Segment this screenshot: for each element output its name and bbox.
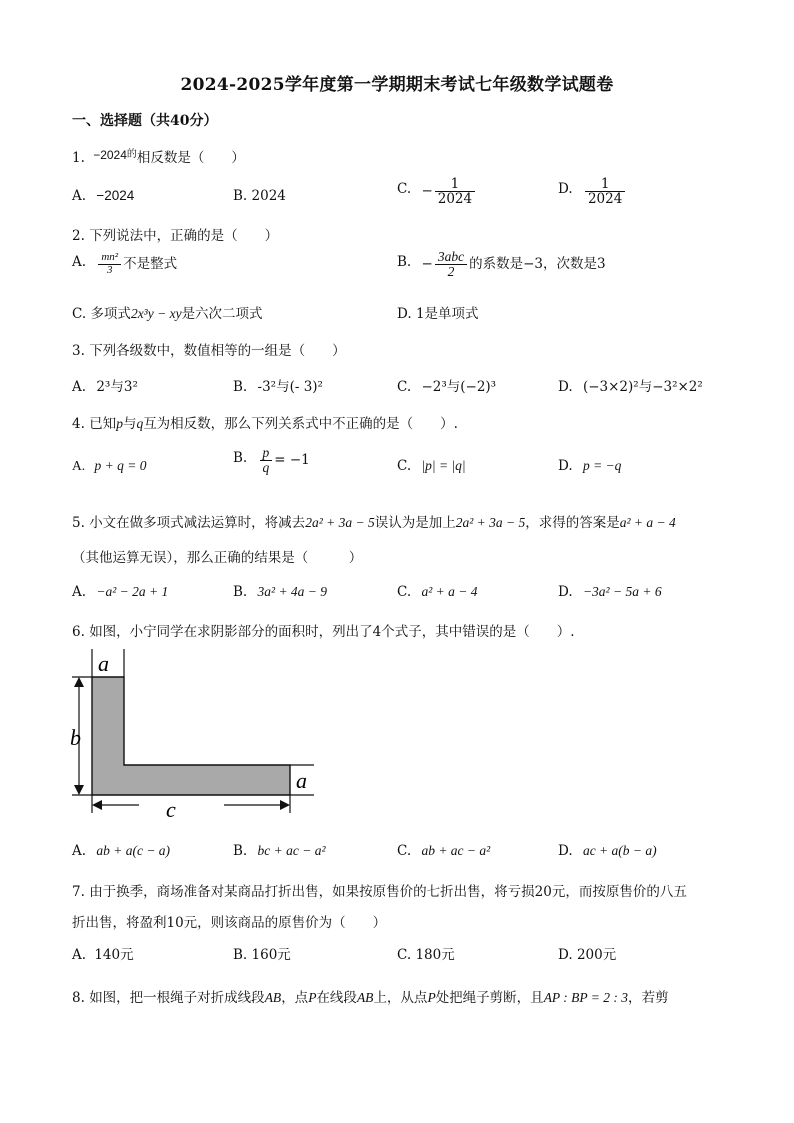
math-expression: −2024	[93, 148, 127, 162]
question-4: 4. 已知p与q互为相反数，那么下列关系式中不正确的是（ ）.	[72, 416, 458, 432]
question-8: 8. 如图，把一根绳子对折成线段AB，点P在线段AB上，从点P处把绳子剪断，且AP : BP = 2 : 3，若剪	[72, 990, 669, 1006]
label-a-top: a	[98, 651, 109, 676]
q6-option-a: A. ab + a(c − a)	[72, 843, 171, 859]
question-1: 1. $-2024^的$相反数是（ ）	[72, 148, 245, 166]
q2-option-b: B. − $\frac{\text{3abc}}{2}$ 的系数是−3，次数是3	[397, 249, 606, 280]
shaded-region	[92, 677, 290, 795]
q6-option-c: C. ab + ac − a²	[397, 843, 491, 859]
q5-option-b: B. 3a² + 4a − 9	[233, 584, 328, 600]
question-stem: 相反数是（ ）	[136, 150, 245, 166]
q4-option-d: D. p = −q	[558, 458, 622, 474]
q1-option-a: A. −2024	[72, 188, 135, 204]
question-7: 7. 由于换季，商场准备对某商品打折出售，如果按原售价的七折出售，将亏损20元，而按原售价的八五	[72, 884, 687, 900]
question-5-line-2: （其他运算无误），那么正确的结果是（ ）	[72, 550, 363, 566]
question-stem: 下列各级数中，数值相等的一组是（ ）	[89, 343, 346, 359]
q7-option-b: B. 160元	[233, 947, 291, 963]
q3-option-a: A. 2³与3²	[72, 379, 138, 395]
question-7-line-2: 折出售，将盈利10元，则该商品的原售价为（ ）	[72, 915, 387, 931]
q5-option-d: D. −3a² − 5a + 6	[558, 584, 662, 600]
question-stem: 如图，小宁同学在求阴影部分的面积时，列出了4个式子，其中错误的是（ ）.	[89, 624, 575, 640]
q4-option-b: B. $\frac{p}{q}$ = −1	[233, 445, 310, 476]
q3-option-c: C. −2³与(−2)³	[397, 379, 497, 395]
q3-option-b: B. -3²与(- 3)²	[233, 379, 323, 395]
q2-option-c: C. 多项式2x³y − xy是六次二项式	[72, 306, 263, 322]
question-6: 6. 如图，小宁同学在求阴影部分的面积时，列出了4个式子，其中错误的是（ ）.	[72, 624, 575, 640]
label-a-right: a	[296, 768, 307, 793]
q1-option-c: C. − $\frac{1}{2024}$	[397, 177, 477, 206]
page-title: 2024-2025学年度第一学期期末考试七年级数学试题卷	[180, 75, 614, 95]
question-5: 5. 小文在做多项式减法运算时，将减去2a² + 3a − 5误认为是加上2a² + 3a − 5，求得的答案是a² + a − 4	[72, 515, 676, 531]
question-3: 3. 下列各级数中，数值相等的一组是（ ）	[72, 343, 346, 359]
l-shape-figure	[64, 645, 324, 825]
q7-option-d: D. 200元	[558, 947, 617, 963]
q2-option-a: A. $\frac{\text{mn²}}{3}$ 不是整式	[72, 251, 178, 276]
q6-option-d: D. ac + a(b − a)	[558, 843, 657, 859]
q4-option-a: A. p + q = 0	[72, 458, 147, 473]
q3-option-d: D. (−3×2)²与−3²×2²	[558, 379, 703, 395]
q2-option-d: D. 1是单项式	[397, 306, 479, 322]
q5-option-c: C. a² + a − 4	[397, 584, 478, 600]
q7-option-a: A. 140元	[72, 947, 134, 963]
q6-option-b: B. bc + ac − a²	[233, 843, 326, 859]
q5-option-a: A. −a² − 2a + 1	[72, 584, 169, 600]
q1-option-d: D. $\frac{1}{2024}$	[558, 177, 627, 206]
question-2: 2. 下列说法中，正确的是（ ）	[72, 228, 279, 244]
q7-option-c: C. 180元	[397, 947, 455, 963]
question-stem: 下列说法中，正确的是（ ）	[89, 228, 279, 244]
label-c: c	[166, 797, 176, 822]
q4-option-c: C. |p| = |q|	[397, 458, 466, 474]
label-b: b	[70, 725, 81, 750]
question-number: 1.	[72, 150, 85, 166]
q1-option-b: B. 2024	[233, 188, 286, 204]
section-heading: 一、选择题（共40分）	[72, 113, 218, 129]
